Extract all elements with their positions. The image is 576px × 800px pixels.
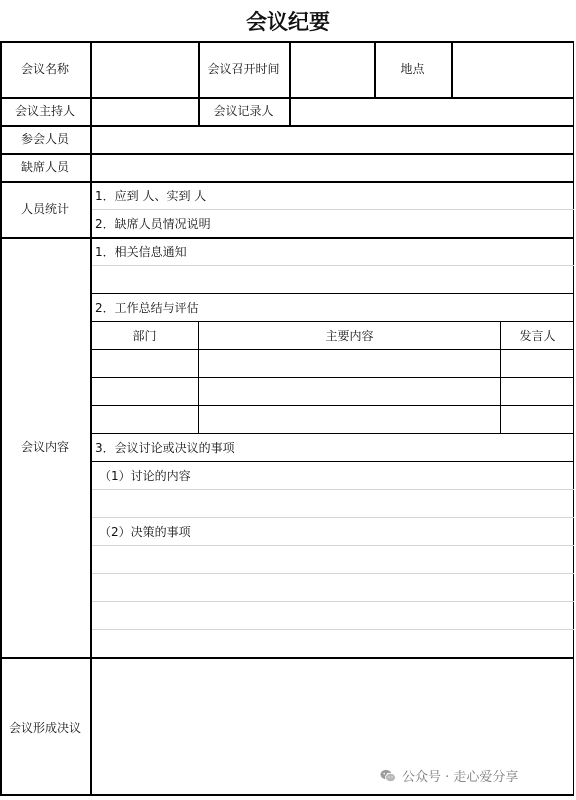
- content-sub-discussion: （1）讨论的内容: [99, 469, 191, 483]
- content-section-3: 3．会议讨论或决议的事项: [95, 441, 235, 455]
- watermark-text: 公众号 · 走心爱分享: [402, 770, 519, 785]
- content-section-1: 1．相关信息通知: [95, 245, 187, 259]
- content-section-2: 2．工作总结与评估: [95, 301, 199, 315]
- label-recorder: 会议记录人: [213, 104, 274, 118]
- label-meeting-name: 会议名称: [20, 62, 69, 76]
- label-resolution: 会议形成决议: [8, 721, 81, 735]
- wechat-icon: [380, 769, 396, 783]
- watermark: [380, 766, 518, 785]
- label-absentees: 缺席人员: [20, 160, 69, 174]
- label-attendees: 参会人员: [20, 132, 69, 146]
- label-location: 地点: [400, 62, 425, 76]
- table-header-speaker: 发言人: [519, 329, 556, 343]
- label-content: 会议内容: [20, 440, 69, 454]
- table-header-main-content: 主要内容: [325, 329, 374, 343]
- label-stats: 人员统计: [20, 202, 69, 216]
- stats-attendance-line: 1．应到 人、实到 人: [95, 189, 207, 203]
- table-header-department: 部门: [132, 329, 157, 343]
- stats-absence-line: 2．缺席人员情况说明: [95, 217, 211, 231]
- content-sub-decisions: （2）决策的事项: [99, 525, 191, 539]
- document-title: 会议纪要: [246, 10, 330, 34]
- label-host: 会议主持人: [14, 104, 75, 118]
- label-meeting-time: 会议召开时间: [207, 62, 280, 76]
